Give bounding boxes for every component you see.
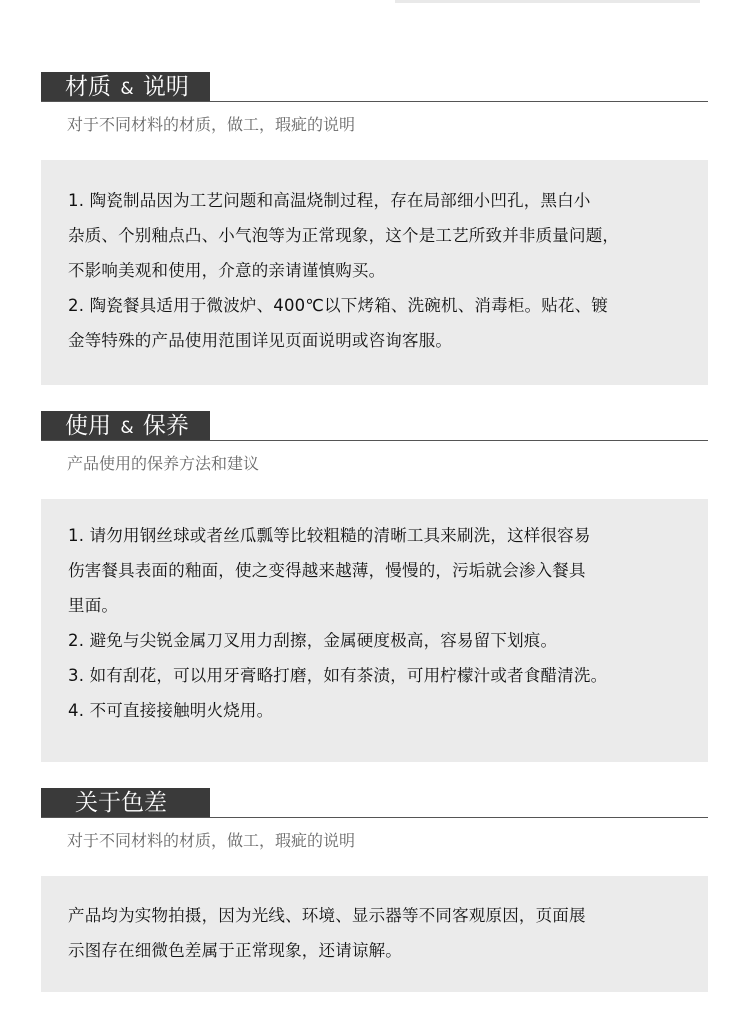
content-line: 2. 避免与尖锐金属刀叉用力刮擦，金属硬度极高，容易留下划痕。 <box>68 631 558 650</box>
content-line: 1. 请勿用钢丝球或者丝瓜瓢等比较粗糙的清晰工具来刷洗，这样很容易 <box>68 526 591 545</box>
content-line: 金等特殊的产品使用范围详见页面说明或咨询客服。 <box>68 331 453 350</box>
content-line: 不影响美观和使用，介意的亲请谨慎购买。 <box>68 261 386 280</box>
content-line: 伤害餐具表面的釉面，使之变得越来越薄，慢慢的，污垢就会渗入餐具 <box>68 561 586 580</box>
section-subtitle: 对于不同材料的材质，做工，瑕疵的说明 <box>67 115 356 134</box>
section-header <box>41 72 708 102</box>
content-line: 里面。 <box>68 596 119 615</box>
section-color-difference <box>41 788 708 992</box>
section-care <box>41 411 708 762</box>
content-line: 杂质、个别釉点凸、小气泡等为正常现象，这个是工艺所致并非质量问题， <box>68 226 620 245</box>
header-rule <box>41 101 708 102</box>
content-line: 1. 陶瓷制品因为工艺问题和高温烧制过程，存在局部细小凹孔，黑白小 <box>68 191 591 210</box>
section-subtitle: 对于不同材料的材质，做工，瑕疵的说明 <box>67 831 356 850</box>
content-line: 3. 如有刮花，可以用牙膏略打磨，如有茶渍，可用柠檬汁或者食醋清洗。 <box>68 666 608 685</box>
section-title: 材质 & 说明 <box>41 72 210 102</box>
top-divider <box>395 0 700 3</box>
section-material <box>41 72 708 385</box>
content-box <box>41 876 708 992</box>
content-line: 4. 不可直接接触明火烧用。 <box>68 701 274 720</box>
header-rule <box>41 817 708 818</box>
content-line: 产品均为实物拍摄，因为光线、环境、显示器等不同客观原因，页面展 <box>68 906 586 925</box>
section-header <box>41 411 708 441</box>
section-title: 使用 & 保养 <box>41 411 210 441</box>
content-box <box>41 499 708 762</box>
section-header <box>41 788 708 818</box>
content-box <box>41 160 708 385</box>
section-subtitle: 产品使用的保养方法和建议 <box>67 454 260 473</box>
header-rule <box>41 440 708 441</box>
section-title: 关于色差 <box>41 788 210 818</box>
content-line: 2. 陶瓷餐具适用于微波炉、400℃以下烤箱、洗碗机、消毒柜。贴花、镀 <box>68 296 609 315</box>
content-line: 示图存在细微色差属于正常现象，还请谅解。 <box>68 941 402 960</box>
